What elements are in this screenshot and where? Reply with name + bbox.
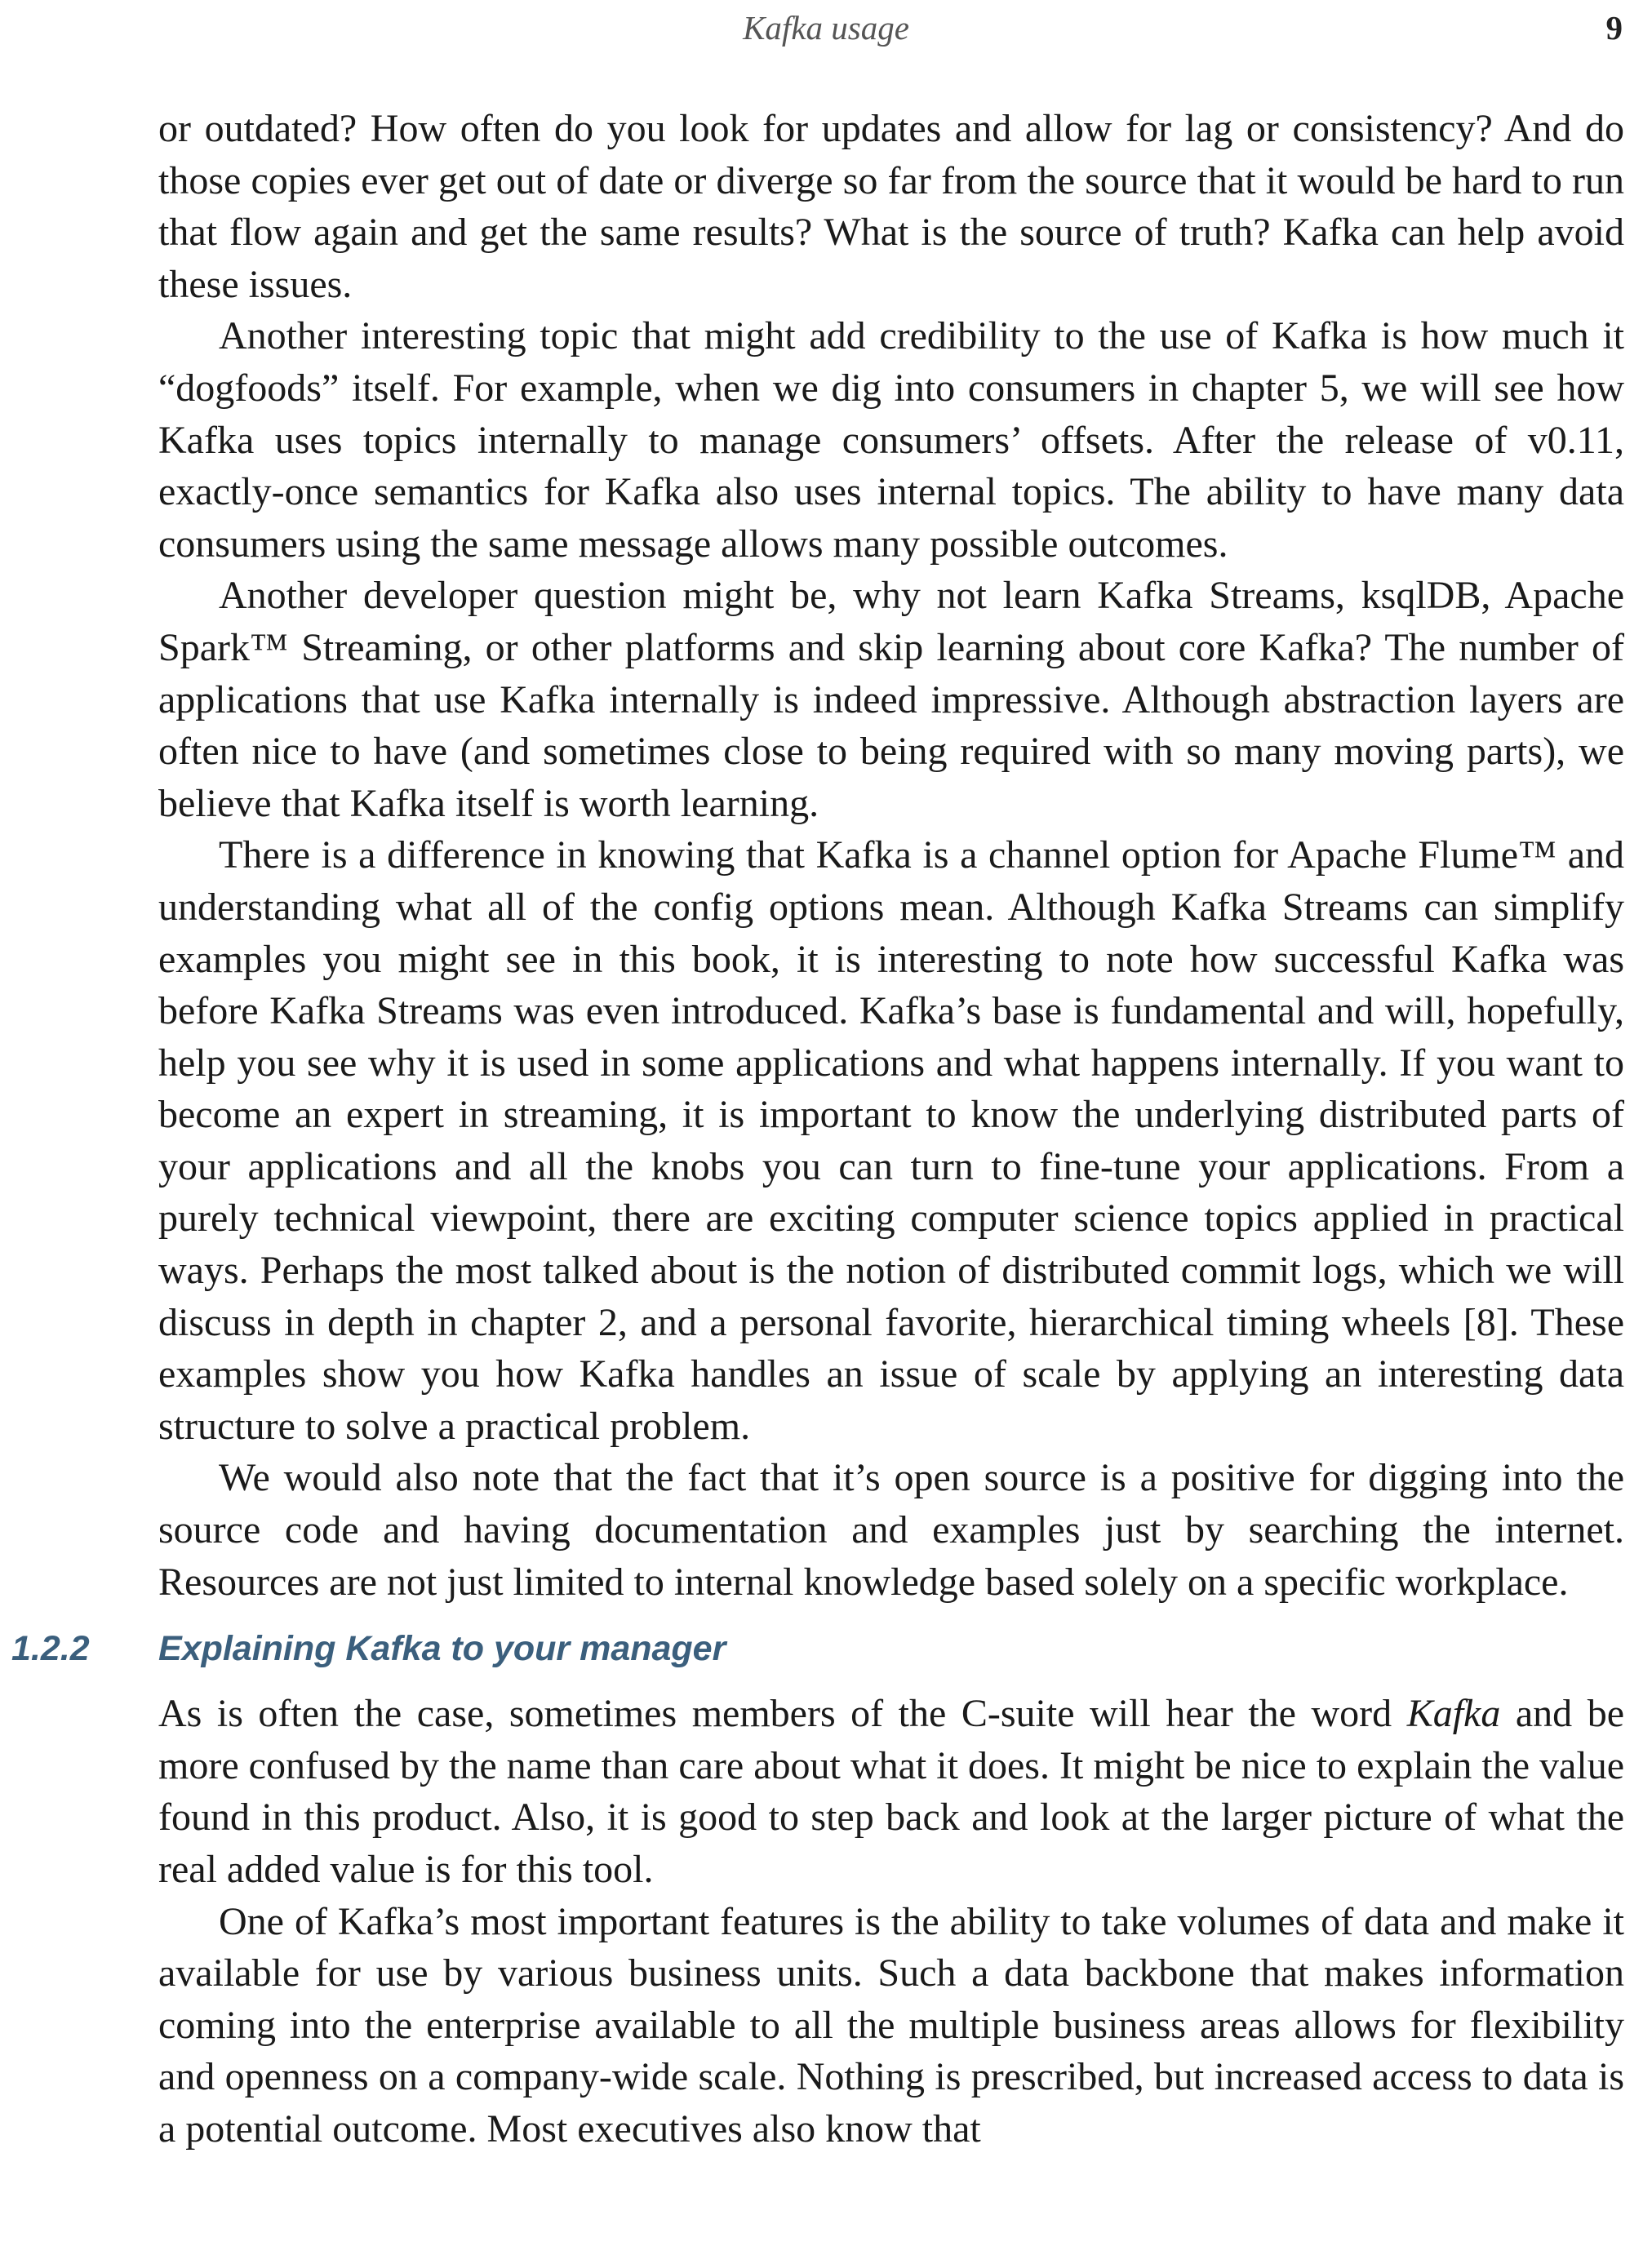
page-number: 9 [1605,9,1623,47]
body-paragraph: We would also note that the fact that it’s open source is a positive for digging into the source code and having documentation and examples just by searching the internet. Resources are not just limited to internal knowledge based solely on a specific workplace. [158,1456,1624,1604]
running-title: Kafka usage [743,9,909,47]
body-paragraph: One of Kafka’s most important features is the ability to take volumes of data and make it available for use by various business units. Such a data backbone that makes information coming into the enterprise available to all the multiple business areas allows for flexibility and openness on a company-wide scale. Nothing is prescribed, but increased access to data is a potential outcome. Most executives also know that [158,1899,1624,2151]
text-run: and be more confused by the name than care about what it does. It might be nice to explain the value found in this product. Also, it is good to step back and look at the larger picture of what the real added value is for this tool. [158,1692,1625,1891]
page-body [11,103,1625,2155]
text-run: As is often the case, sometimes members of the C-suite will hear the word [158,1692,1407,1736]
body-paragraph [158,1688,1624,1895]
running-header [0,8,1652,57]
section-heading [11,1629,1624,1678]
body-paragraph: There is a difference in knowing that Kafka is a channel option for Apache Flume™ and understanding what all of the config options mean. Although Kafka Streams can simplify examples you might see in this book, it is interesting to note how successful Kafka was before Kafka Streams was even introduced. Kafka’s base is fundamental and will, hopefully, help you see why it is used in some applications and what happens internally. If you want to become an expert in streaming, it is important to know the underlying distributed parts of your applications and all the knobs you can turn to fine-tune your applications. From a purely technical viewpoint, there are exciting computer science topics applied in practical ways. Perhaps the most talked about is the notion of distributed commit logs, which we will discuss in depth in chapter 2, and a personal favorite, hierarchical timing wheels [8]. These examples show you how Kafka handles an issue of scale by applying an interesting data structure to solve a practical problem. [158,833,1624,1448]
body-paragraph: or outdated? How often do you look for updates and allow for lag or consistency? And do those copies ever get out of date or diverge so far from the source that it would be hard to run that flow again and get the same results? What is the source of truth? Kafka can help avoid these issues. [158,107,1624,306]
emphasized-term: Kafka [1406,1692,1501,1736]
body-paragraph: Another developer question might be, why not learn Kafka Streams, ksqlDB, Apache Spark™ Streaming, or other platforms and skip learning about core Kafka? The number of applications that use Kafka internally is indeed impressive. Although abstraction layers are often nice to have (and sometimes close to being required with so many moving parts), we believe that Kafka itself is worth learning. [158,574,1624,825]
section-title: Explaining Kafka to your manager [158,1629,726,1669]
body-paragraph: Another interesting topic that might add credibility to the use of Kafka is how much it “dogfoods” itself. For example, when we dig into consumers in chapter 5, we will see how Kafka uses topics internally to manage consumers’ offsets. After the release of v0.11, exactly-once semantics for Kafka also uses internal topics. The ability to have many data consumers using the same message allows many possible outcomes. [158,314,1624,566]
section-number: 1.2.2 [11,1629,90,1669]
